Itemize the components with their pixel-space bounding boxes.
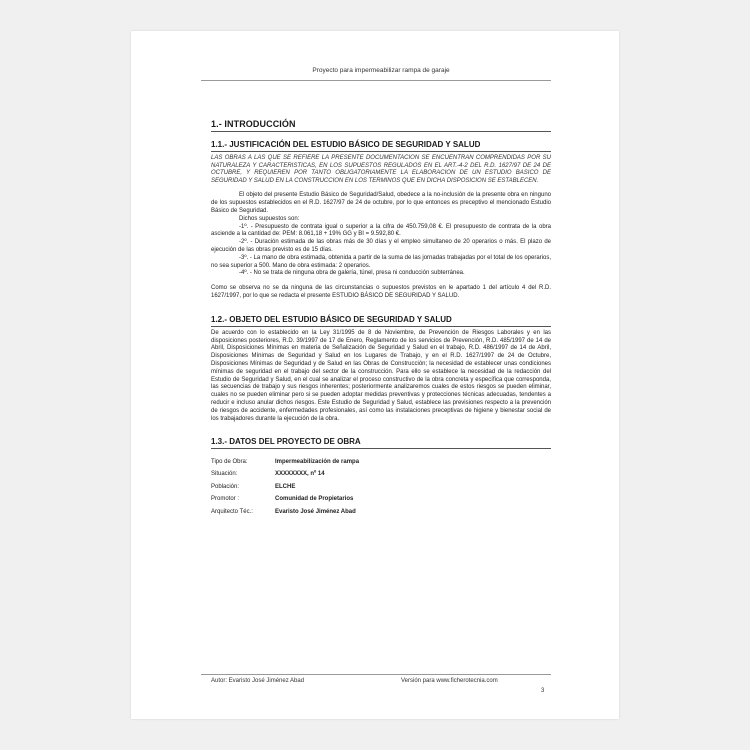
project-data-table <box>211 455 359 518</box>
row-value: XXXXXXXX, nº 14 <box>275 471 325 478</box>
data-row <box>211 505 359 518</box>
supuesto-item-4: -4º. - No se trata de ninguna obra de galería, túnel, presa ni conducción subterránea. <box>239 270 465 277</box>
supuestos-label: Dichos supuestos son: <box>239 215 300 222</box>
subsection-1-3-title: 1.3.- DATOS DEL PROYECTO DE OBRA <box>211 437 551 449</box>
header-rule <box>201 80 551 81</box>
row-label: Arquitecto Téc.: <box>211 508 253 515</box>
row-label: Promotor : <box>211 496 240 503</box>
supuesto-item-2: -2º. - Duración estimada de las obras más de 30 días y el empleo simultaneo de 20 operarios o más. El plazo de ejecución de las obras previsto es de 15 días. <box>211 239 551 253</box>
footer-version: Versión para www.ficherotecnia.com <box>401 678 498 684</box>
row-value: Comunidad de Propietarios <box>275 496 354 503</box>
paragraph-objeto: El objeto del presente Estudio Básico de Seguridad/Salud, obedece a la no-inclusión de la presente obra en ninguno de los supuestos establecidos en el R.D. 1627/97 de 24 de octubre, por lo que entonces es preceptivo el mencionado Estudio Básico de Seguridad. <box>211 192 551 214</box>
page-content <box>211 119 551 518</box>
subsection-1-2-title: 1.2.- OBJETO DEL ESTUDIO BÁSICO DE SEGURIDAD Y SALUD <box>211 315 551 327</box>
supuesto-item-1: -1º. - Presupuesto de contrata igual o superior a la cifra de 450.759,08 €. El presupuesto de contrata de la obra asciende a la cantidad de: PEM: 8.061,18 + 19% GG y BI = 9.592,80 €. <box>211 223 551 238</box>
paragraph-conclusion: Como se observa no se da ninguna de las circunstancias o supuestos previstos en le apartado 1 del artículo 4 del R.D. 1627/1997, por lo que se redacta el presente ESTUDIO BÁSICO DE SEGURIDAD Y SALUD. <box>211 285 551 299</box>
row-value: Impermeabilización de rampa <box>275 458 360 465</box>
footer-author: Autor: Evaristo José Jiménez Abad <box>211 678 305 684</box>
row-label: Población: <box>211 483 240 490</box>
subsection-1-1-title: 1.1.- JUSTIFICACIÓN DEL ESTUDIO BÁSICO DE SEGURIDAD Y SALUD <box>211 140 551 152</box>
row-value: Evaristo José Jiménez Abad <box>275 508 356 515</box>
data-row <box>211 480 359 493</box>
row-value: ELCHE <box>275 483 296 490</box>
row-label: Situación: <box>211 471 238 478</box>
supuesto-item-3: -3º. - La mano de obra estimada, obtenida a partir de la suma de las jornadas trabajadas por el total de los operarios, no sea superior a 500. Mano de obra estimada: 2 operarios. <box>211 254 551 269</box>
data-row <box>211 455 359 468</box>
footer-rule <box>201 674 551 675</box>
running-header: Proyecto para impermeabilizar rampa de garaje <box>312 67 450 74</box>
row-label: Tipo de Obra: <box>211 458 248 465</box>
document-page <box>131 31 619 719</box>
paragraph-objeto-estudio: De acuerdo con lo establecido en la Ley 31/1995 de 8 de Noviembre, de Prevención de Riesgos Laborales y en las disposiciones posteriores, R.D. 39/1997 de 17 de Enero, Reglamento de los servicios de Prevención, R.D. 485/1997 de 14 de Abril, Disposiciones Mínimas en materia de Señalización de Seguridad y Salud en el trabajo, R.D. 486/1997 de 14 de Abril, Disposiciones Mínimas de Seguridad y Salud en los Lugares de Trabajo, y en el R.D. 1627/1997 de 24 de Octubre, Disposiciones Mínimas de Seguridad y de Salud en las Obras de Construcción; la necesidad de establecer unas condiciones mínimas de seguridad en el trabajo del sector de la construcción. Para ello se establece la necesidad de la redacción del Estudio de Seguridad y Salud, en el cual se analizar el proceso constructivo de la obra concreta y específica que corresponda, las secuencias de trabajo y sus riesgos inherentes; posteriormente analizaremos cuales de estos riesgos se pueden eliminar, cuales no se pueden eliminar pero si se pueden adoptar medidas preventivas y protecciones técnicas adecuadas, tendentes a reducir e incluso anular dichos riesgos. Este Estudio de Seguridad y Salud, establece las previsiones respecto a la prevención de riesgos de accidente, enfermedades profesionales, así como las instalaciones preceptivas de higiene y bienestar social de los trabajadores durante la ejecución de la obra. <box>211 329 551 422</box>
legal-statement: LAS OBRAS A LAS QUE SE REFIERE LA PRESENTE DOCUMENTACION SE ENCUENTRAN COMPRENDIDAS POR SU NATURALEZA Y CARACTERISTICAS, EN LOS SUPUESTOS REGULADOS EN EL ART.-4-2 DEL R.D. 1627/97 DE 24 DE OCTUBRE, Y REQUIEREN POR TANTO OBLIGATORIAMENTE LA ELABORACION DE UN ESTUDIO BASICO DE SEGURIDAD Y SALUD EN LA CONSTRUCCION EN LOS TERMINOS QUE EN DICHA DISPOSICION SE ESTABLECEN. <box>211 155 551 184</box>
section-title: 1.- INTRODUCCIÓN <box>211 119 551 132</box>
data-row <box>211 468 359 481</box>
page-number: 3 <box>541 688 545 694</box>
data-row <box>211 493 359 506</box>
